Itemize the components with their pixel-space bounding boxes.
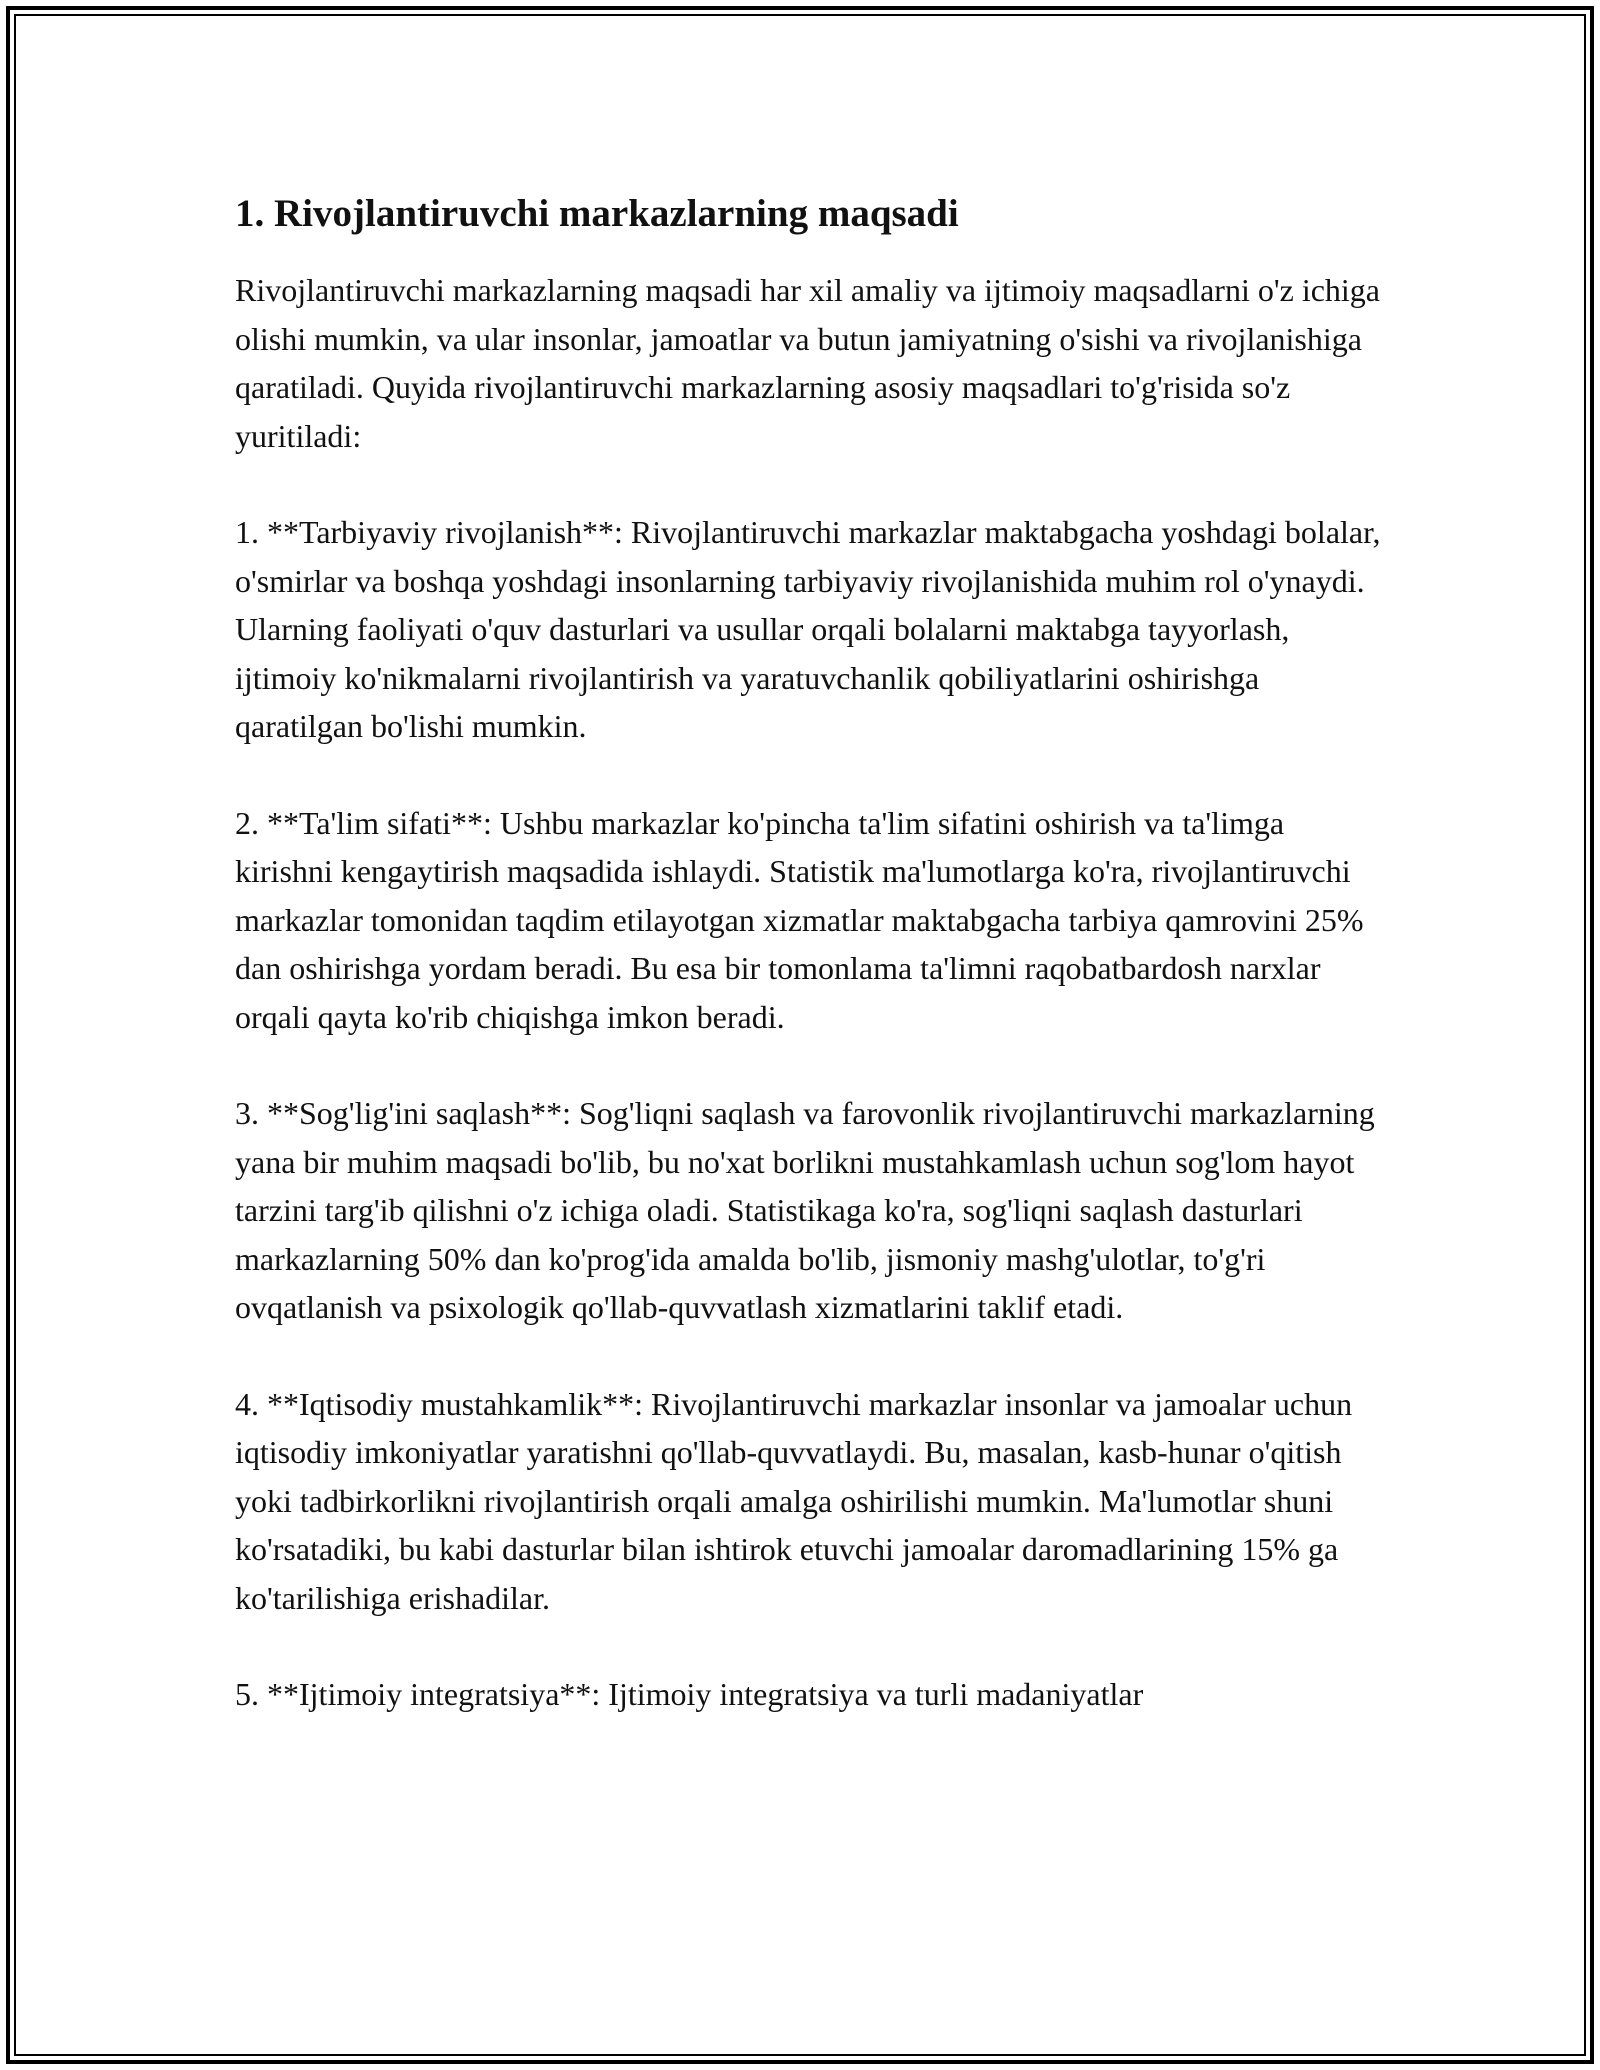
paragraph-item-2: 2. **Ta'lim sifati**: Ushbu markazlar ko'pincha ta'lim sifatini oshirish va ta'limga kirishni kengaytirish maqsadida ishlaydi. Statistik ma'lumotlarga ko'ra, rivojlantiruvchi markazlar tomonidan taqdim etilayotgan xizmatlar maktabgacha tarbiya qamrovini 25% dan oshirishga yordam beradi. Bu esa bir tomonlama ta'limni raqobatbardosh narxlar orqali qayta ko'rib chiqishga imkon beradi. [235, 804, 1364, 1035]
document-body [235, 188, 1385, 1767]
paragraph-item-4: 4. **Iqtisodiy mustahkamlik**: Rivojlantiruvchi markazlar insonlar va jamoalar uchun iqtisodiy imkoniyatlar yaratishni qo'llab-quvvatlaydi. Bu, masalan, kasb-hunar o'qitish yoki tadbirkorlikni rivojlantirish orqali amalga oshirilishi mumkin. Ma'lumotlar shuni ko'rsatadiki, bu kabi dasturlar bilan ishtirok etuvchi jamoalar daromadlarining 15% ga ko'tarilishiga erishadilar. [235, 1385, 1353, 1616]
paragraph-item-3: 3. **Sog'lig'ini saqlash**: Sog'liqni saqlash va farovonlik rivojlantiruvchi markazlarning yana bir muhim maqsadi bo'lib, bu no'xat borlikni mustahkamlash uchun sog'lom hayot tarzini targ'ib qilishni o'z ichiga oladi. Statistikaga ko'ra, sog'liqni saqlash dasturlari markazlarning 50% dan ko'prog'ida amalda bo'lib, jismoniy mashg'ulotlar, to'g'ri ovqatlanish va psixologik qo'llab-quvvatlash xizmatlarini taklif etadi. [235, 1095, 1375, 1325]
paragraph-item-5: 5. **Ijtimoiy integratsiya**: Ijtimoiy integratsiya va turli madaniyatlar [235, 1676, 1144, 1712]
paragraph-item-1: 1. **Tarbiyaviy rivojlanish**: Rivojlantiruvchi markazlar maktabgacha yoshdagi bolalar, o'smirlar va boshqa yoshdagi insonlarning tarbiyaviy rivojlanishida muhim rol o'ynaydi. Ularning faoliyati o'quv dasturlari va usullar orqali bolalarni maktabga tayyorlash, ijtimoiy ko'nikmalarni rivojlantirish va yaratuvchanlik qobiliyatlarini oshirishga qaratilgan bo'lishi mumkin. [235, 514, 1381, 744]
section-heading: 1. Rivojlantiruvchi markazlarning maqsadi [235, 192, 959, 235]
intro-paragraph: Rivojlantiruvchi markazlarning maqsadi har xil amaliy va ijtimoiy maqsadlarni o'z ichiga olishi mumkin, va ular insonlar, jamoatlar va butun jamiyatning o'sishi va rivojlanishiga qaratiladi. Quyida rivojlantiruvchi markazlarning asosiy maqsadlari to'g'risida so'z yuritiladi: [235, 272, 1380, 454]
